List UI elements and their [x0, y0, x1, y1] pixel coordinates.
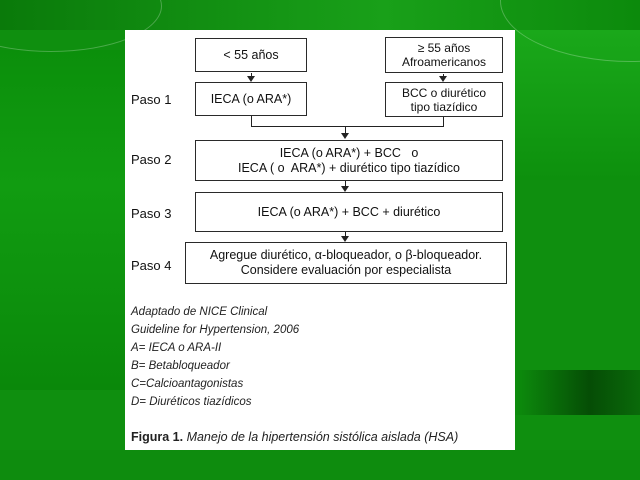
- box-step3-text: IECA (o ARA*) + BCC + diurético: [257, 204, 441, 219]
- connector-line: [251, 116, 252, 126]
- box-step4-line1: Agregue diurético, α-bloqueador, o β-bloqueador.: [209, 248, 483, 262]
- box-step4: [185, 242, 507, 284]
- box-under-55-text: < 55 años: [223, 47, 279, 62]
- arrow-down: [341, 133, 349, 139]
- flowchart-panel: [125, 30, 515, 450]
- background-band-bottom: [0, 450, 640, 480]
- note-line: C=Calcioantagonistas: [131, 378, 244, 390]
- box-step2-line2: IECA ( o ARA*) + diurético tipo tiazídico: [238, 160, 460, 175]
- box-step2-line1: IECA (o ARA*) + BCC o: [279, 145, 419, 160]
- box-step1-right-line1: BCC o diurético: [401, 85, 487, 100]
- background-band-left: [0, 50, 125, 390]
- box-under-55: [195, 38, 307, 72]
- box-step4-line2: Considere evaluación por especialista: [240, 263, 452, 277]
- note-line: Guideline for Hypertension, 2006: [131, 324, 300, 336]
- figure-caption: [131, 430, 458, 444]
- note-line: D= Diuréticos tiazídicos: [131, 396, 252, 408]
- box-step1-left: [195, 82, 307, 116]
- connector-line: [443, 117, 444, 126]
- step-label-3: Paso 3: [131, 206, 172, 221]
- box-step2: [195, 140, 503, 181]
- step-label-4: Paso 4: [131, 258, 172, 273]
- box-step3: [195, 192, 503, 232]
- box-step1-right: [385, 82, 503, 117]
- connector-line: [251, 126, 444, 127]
- abbreviation-notes: [131, 303, 299, 411]
- box-55-plus-line1: ≥ 55 años: [417, 41, 471, 55]
- background-band-right-mid: [515, 370, 640, 415]
- note-line: Adaptado de NICE Clinical: [131, 306, 268, 318]
- box-55-plus: [385, 37, 503, 73]
- box-step1-left-text: IECA (o ARA*): [210, 91, 292, 106]
- note-line: B= Betabloqueador: [131, 360, 230, 372]
- step-label-1: Paso 1: [131, 92, 172, 107]
- step-label-2: Paso 2: [131, 152, 172, 167]
- box-55-plus-line2: Afroamericanos: [401, 55, 487, 69]
- box-step1-right-line2: tipo tiazídico: [410, 99, 478, 114]
- note-line: A= IECA o ARA-II: [131, 342, 222, 354]
- figure-caption-label: Figura 1.: [131, 430, 184, 444]
- figure-caption-text: Manejo de la hipertensión sistólica aislada (HSA): [183, 430, 459, 444]
